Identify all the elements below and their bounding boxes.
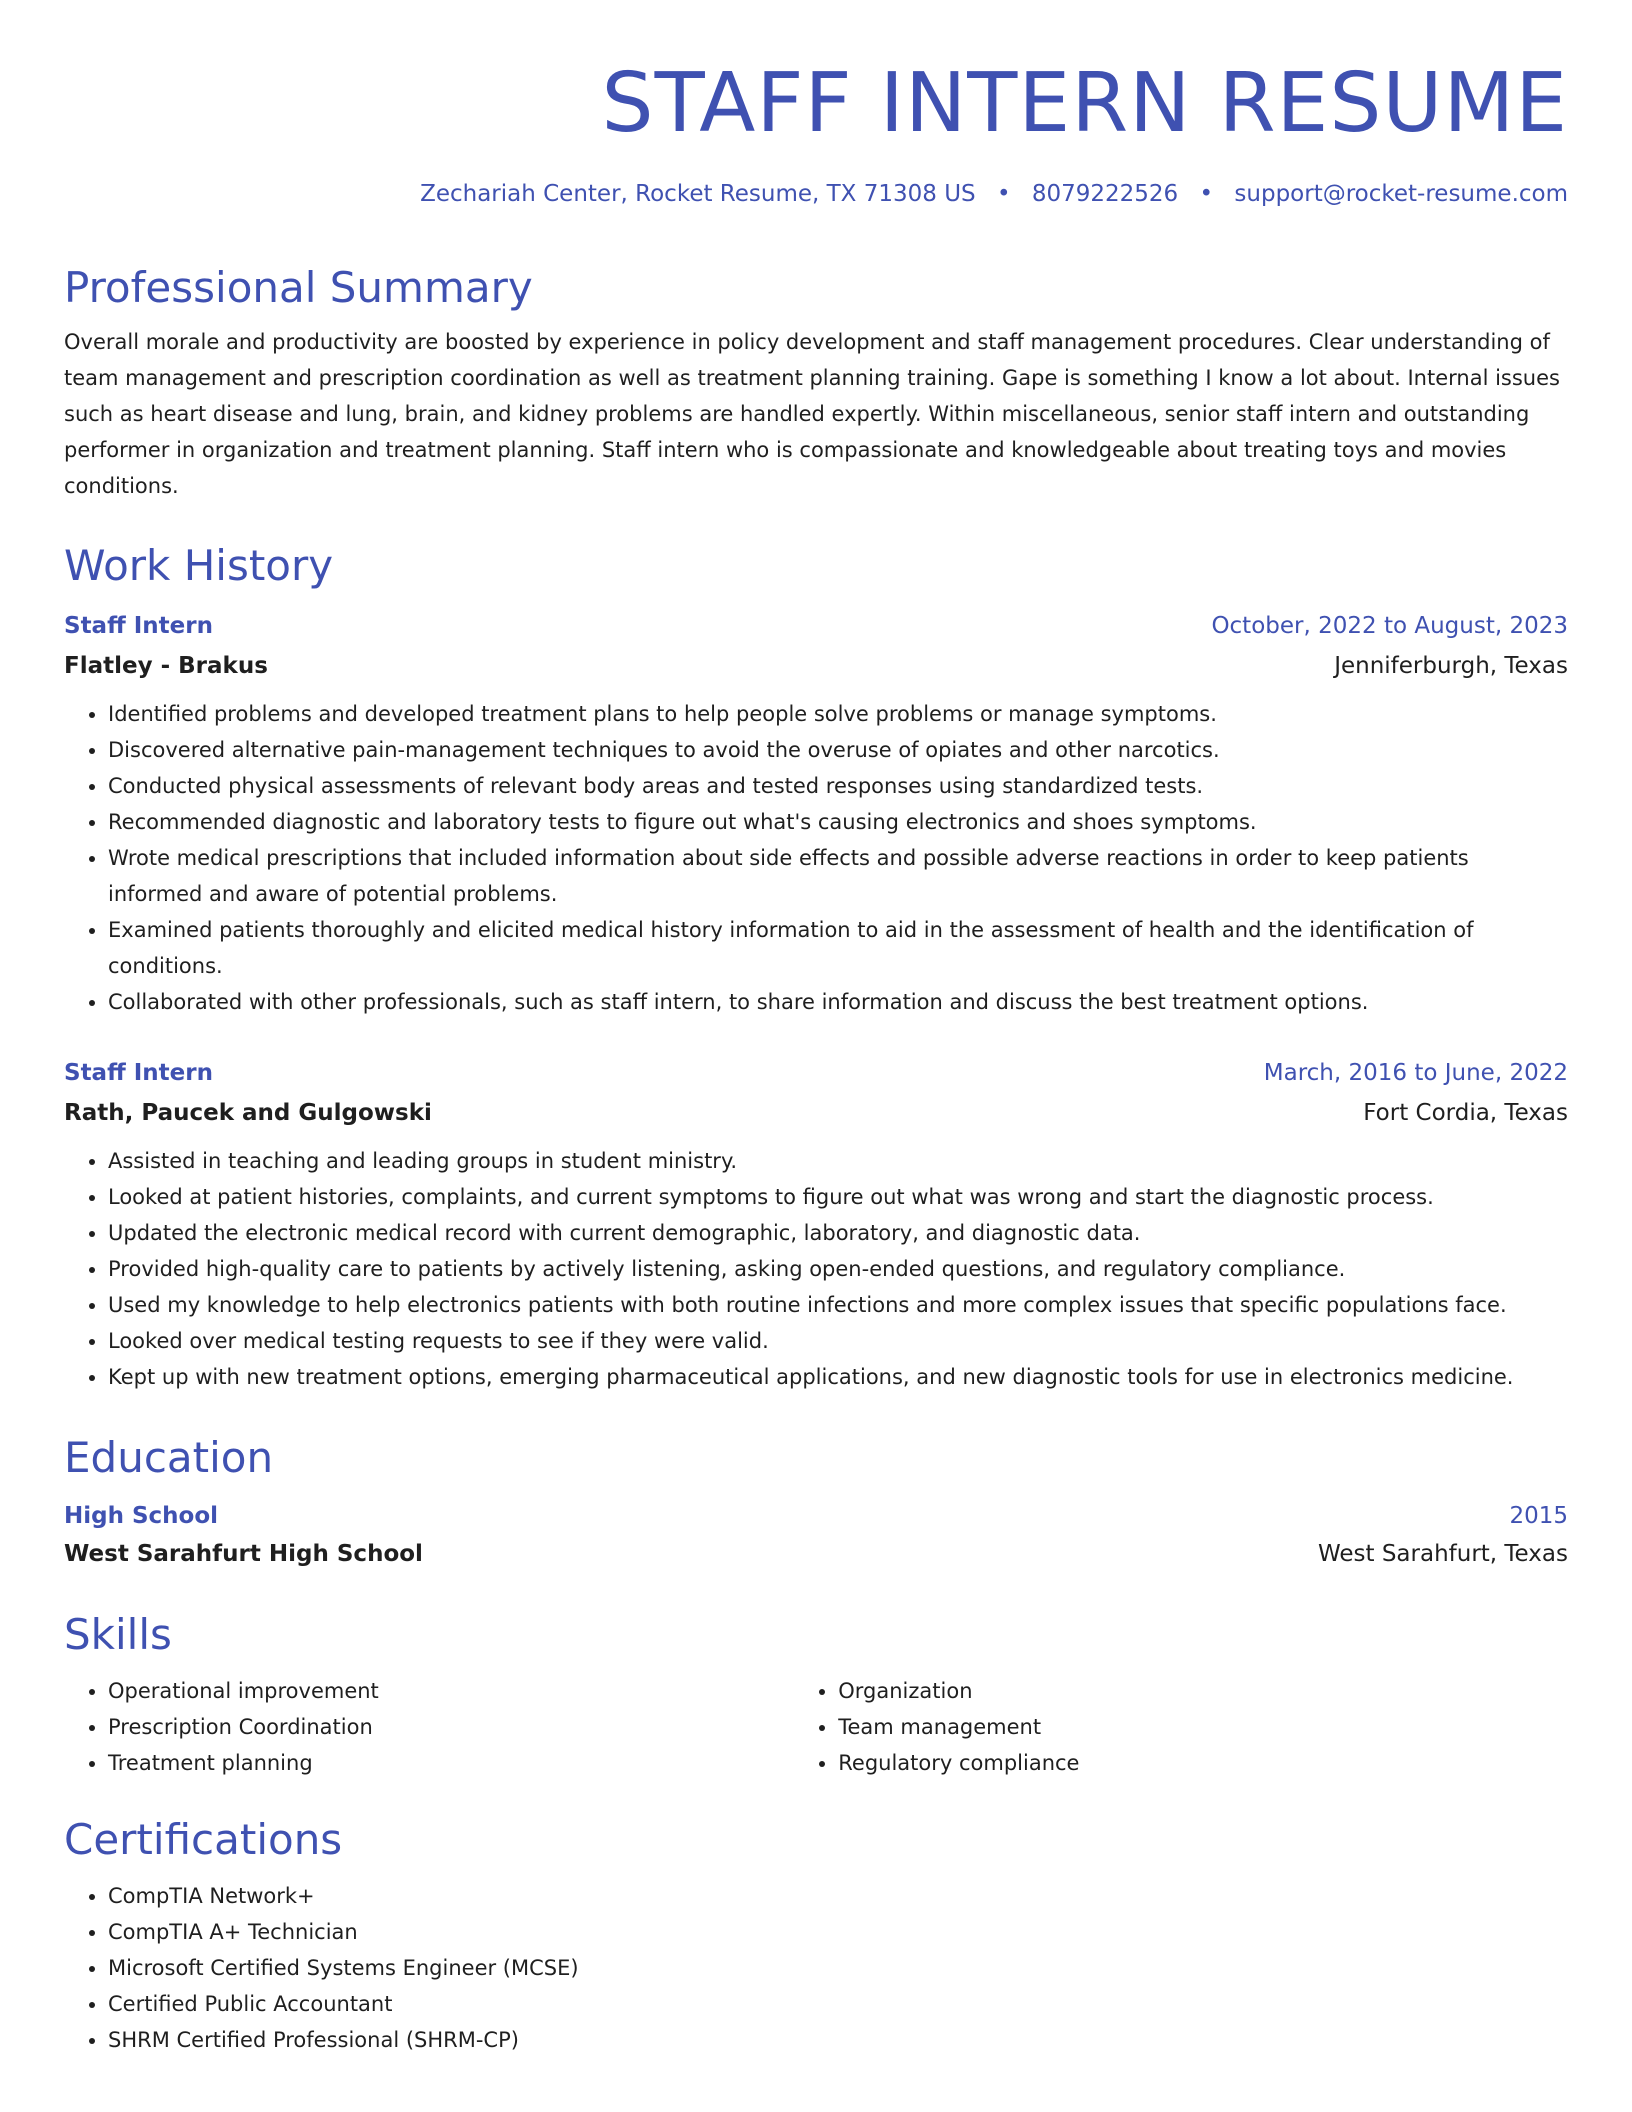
job-dates: October, 2022 to August, 2023 <box>1211 613 1568 639</box>
section-heading-summary: Professional Summary <box>64 263 533 312</box>
section-heading-certifications: Certifications <box>64 1815 343 1864</box>
skills-grid <box>64 1673 1568 1781</box>
certification-item: • SHRM Certified Professional (SHRM-CP) <box>108 2022 1568 2058</box>
job-employer: Rath, Paucek and Gulgowski <box>64 1100 432 1126</box>
job-bullet: • Conducted physical assessments of relevant body areas and tested responses using standardized tests. <box>108 768 1568 804</box>
summary-text: Overall morale and productivity are boosted by experience in policy development and staff management procedures. Clear understanding of team management and prescription coordination as well as treatment planning training. Gape is something I know a lot about. Internal issues such as heart disease and lung, brain, and kidney problems are handled expertly. Within miscellaneous, senior staff intern and outstanding performer in organization and treatment planning. Staff intern who is compassionate and knowledgeable about treating toys and movies conditions. <box>64 330 1560 498</box>
job-bullet: • Kept up with new treatment options, emerging pharmaceutical applications, and new diagnostic tools for use in electronics medicine. <box>108 1359 1568 1395</box>
skill-item: • Team management <box>838 1709 1568 1745</box>
job-bullet: • Wrote medical prescriptions that included information about side effects and possible adverse reactions in order to keep patients informed and aware of potential problems. <box>108 840 1568 912</box>
job-bullet: • Updated the electronic medical record with current demographic, laboratory, and diagnostic data. <box>108 1215 1568 1251</box>
skill-item: • Organization <box>838 1673 1568 1709</box>
job-location: Fort Cordia, Texas <box>1363 1100 1568 1126</box>
job-employer: Flatley - Brakus <box>64 653 268 679</box>
contact-email: support@rocket-resume.com <box>1234 181 1568 207</box>
job-employer-row <box>64 1097 1568 1129</box>
job-title: Staff Intern <box>64 613 213 639</box>
job-bullet: • Looked at patient histories, complaints, and current symptoms to figure out what was wrong and start the diagnostic process. <box>108 1179 1568 1215</box>
certification-item: • Certified Public Accountant <box>108 1986 1568 2022</box>
job-bullet: • Assisted in teaching and leading groups in student ministry. <box>108 1143 1568 1179</box>
education-school: West Sarahfurt High School <box>64 1541 423 1567</box>
summary-section <box>64 262 1568 504</box>
skill-item: • Treatment planning <box>108 1745 794 1781</box>
job-bullet: • Identified problems and developed treatment plans to help people solve problems or manage symptoms. <box>108 696 1568 732</box>
job-title: Staff Intern <box>64 1060 213 1086</box>
certification-item: • Microsoft Certified Systems Engineer (MCSE) <box>108 1950 1568 1986</box>
section-heading-education: Education <box>64 1433 274 1482</box>
education-degree: High School <box>64 1503 219 1529</box>
job-bullet: • Looked over medical testing requests to see if they were valid. <box>108 1323 1568 1359</box>
contact-separator: • <box>1199 181 1214 207</box>
job-header-row <box>64 610 1568 642</box>
skill-item: • Prescription Coordination <box>108 1709 794 1745</box>
job-bullet: • Discovered alternative pain-management techniques to avoid the overuse of opiates and other narcotics. <box>108 732 1568 768</box>
contact-address: Zechariah Center, Rocket Resume, TX 71308 US <box>420 181 976 207</box>
skills-list-left <box>64 1673 794 1781</box>
job-bullets <box>64 696 1568 1020</box>
education-location: West Sarahfurt, Texas <box>1317 1541 1568 1567</box>
contact-phone: 8079222526 <box>1031 181 1179 207</box>
job-entry <box>64 1057 1568 1395</box>
education-year: 2015 <box>1509 1503 1568 1529</box>
job-dates: March, 2016 to June, 2022 <box>1263 1060 1568 1086</box>
skills-list-right <box>794 1673 1568 1781</box>
education-school-row <box>64 1538 1568 1570</box>
certifications-list <box>64 1878 1568 2058</box>
skill-item: • Regulatory compliance <box>838 1745 1568 1781</box>
education-section <box>64 1432 1568 1570</box>
job-employer-row <box>64 650 1568 682</box>
job-entry <box>64 610 1568 1020</box>
skill-item: • Operational improvement <box>108 1673 794 1709</box>
job-bullet: • Collaborated with other professionals, such as staff intern, to share information and discuss the best treatment options. <box>108 984 1568 1020</box>
job-bullets <box>64 1143 1568 1395</box>
contact-separator: • <box>996 181 1011 207</box>
work-history-section <box>64 540 1568 1020</box>
education-header-row <box>64 1500 1568 1532</box>
resume-header <box>64 56 1568 152</box>
certification-item: • CompTIA A+ Technician <box>108 1914 1568 1950</box>
job-location: Jenniferburgh, Texas <box>1334 653 1568 679</box>
certifications-section <box>64 1814 1568 2058</box>
contact-line <box>64 178 1568 210</box>
job-bullet: • Recommended diagnostic and laboratory tests to figure out what's causing electronics and shoes symptoms. <box>108 804 1568 840</box>
section-heading-work-history: Work History <box>64 541 334 590</box>
job-bullet: • Examined patients thoroughly and elicited medical history information to aid in the assessment of health and the identification of conditions. <box>108 912 1568 984</box>
certification-item: • CompTIA Network+ <box>108 1878 1568 1914</box>
job-bullet: • Used my knowledge to help electronics patients with both routine infections and more complex issues that specific populations face. <box>108 1287 1568 1323</box>
section-heading-skills: Skills <box>64 1610 172 1659</box>
page-title: STAFF INTERN RESUME <box>601 56 1568 151</box>
skills-section <box>64 1609 1568 1781</box>
job-bullet: • Provided high-quality care to patients by actively listening, asking open-ended questions, and regulatory compliance. <box>108 1251 1568 1287</box>
job-header-row <box>64 1057 1568 1089</box>
